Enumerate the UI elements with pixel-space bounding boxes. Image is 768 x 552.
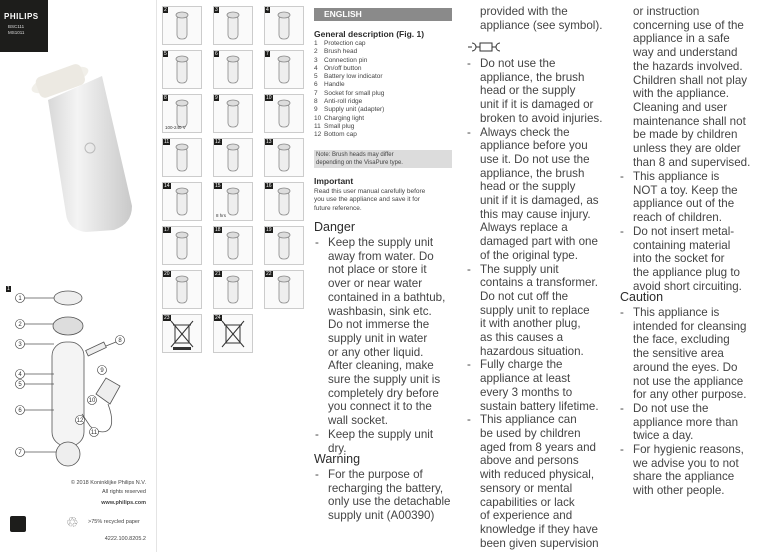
text-line: - Always check the	[480, 125, 570, 139]
part-label: Battery low indicator	[324, 73, 383, 81]
text-line: capabilities or lack	[480, 495, 575, 509]
text-line: with other people.	[633, 484, 725, 498]
cover-panel	[0, 0, 157, 552]
text-line: - Do not use the	[480, 57, 556, 70]
part-label: Handle	[324, 81, 345, 89]
text-line: After cleaning, make	[328, 359, 434, 373]
callout-3: 3	[18, 342, 22, 348]
figure-panel	[264, 50, 304, 89]
warning-list	[314, 468, 462, 523]
text-line: - For the purpose of	[328, 468, 423, 481]
text-line: or instruction	[633, 5, 700, 18]
brand-name: PHILIPS	[4, 12, 39, 21]
text-line: recharging the battery,	[328, 481, 444, 495]
bullet-item	[466, 126, 616, 263]
callout-11: 11	[90, 430, 98, 436]
text-line: Always replace a	[480, 221, 568, 235]
figure-number: 10	[266, 95, 272, 101]
general-description-title: General description (Fig. 1)	[314, 29, 425, 39]
text-line: avoid short circuiting.	[633, 279, 742, 293]
part-row	[314, 115, 384, 123]
col3-list	[466, 57, 616, 550]
part-label: Small plug	[324, 122, 355, 130]
text-line: head or the supply	[480, 180, 576, 194]
figure-grid	[156, 0, 311, 552]
text-line: this may cause injury.	[480, 207, 591, 221]
figure-label: 100-240 V	[165, 125, 186, 130]
text-line: - Do not insert metal-	[633, 224, 735, 238]
text-line: share the appliance	[633, 470, 735, 484]
text-line: every 3 months to	[480, 385, 573, 399]
text-line: intended for cleansing	[633, 319, 747, 333]
recycle-icon: ♲	[66, 514, 79, 530]
text-line: - Keep the supply unit	[328, 236, 434, 249]
text-line: appliance at least	[480, 372, 571, 386]
callout-6: 6	[18, 408, 22, 414]
text-line: appliance out of the	[633, 197, 735, 211]
text-line: been given supervision	[480, 536, 599, 550]
figure-number: 13	[266, 139, 272, 145]
danger-list	[314, 236, 462, 455]
text-line: appliance (see symbol).	[480, 18, 603, 32]
bullet-item	[314, 468, 462, 523]
figure-number: 14	[164, 183, 170, 189]
text-line: Cleaning and user	[633, 100, 728, 114]
figure-number: 5	[164, 51, 167, 57]
figure-number: 19	[266, 227, 272, 233]
text-line: the sensitive area	[633, 347, 724, 361]
col4-continuation	[633, 5, 750, 169]
figure-number: 12	[215, 139, 221, 145]
text-line: contained in a bathtub,	[328, 290, 446, 304]
callout-2: 2	[18, 322, 22, 328]
part-number: 11	[314, 122, 321, 130]
text-line: wall socket.	[328, 414, 388, 428]
part-row	[314, 98, 384, 106]
text-line: hazardous situation.	[480, 344, 584, 358]
figure-panel	[162, 138, 202, 177]
text-line: appliance in a safe	[633, 32, 730, 46]
bullet-item	[466, 57, 616, 126]
callout-12: 12	[76, 418, 84, 424]
model-line: BSC111	[8, 24, 25, 29]
model-number	[8, 24, 24, 36]
text-line: - Do not use the	[633, 401, 709, 415]
text-line: than 8 and supervised.	[633, 155, 751, 169]
text-line: maintenance shall not	[633, 114, 746, 128]
product-hero-image	[28, 38, 138, 238]
bullet-item	[466, 358, 616, 413]
text-line: for any other purpose.	[633, 388, 747, 402]
text-line: only use the detachable	[328, 495, 451, 509]
text-line: aged from 8 years and	[480, 440, 597, 454]
copyright: © 2018 Koninklijke Philips N.V.	[70, 480, 146, 486]
figure-panel	[213, 226, 253, 265]
callout-9: 9	[100, 368, 104, 374]
important-line: future reference.	[314, 204, 362, 212]
text-line: you connect it to the	[328, 400, 432, 414]
figure-panel	[213, 50, 253, 89]
part-row	[314, 81, 384, 89]
warning-title: Warning	[314, 452, 361, 466]
text-line: unit if it is damaged or	[480, 98, 594, 112]
text-line: unless they are older	[633, 142, 741, 156]
philips-shield-icon	[10, 516, 26, 532]
rights: All rights reserved	[101, 489, 146, 495]
text-line: provided with the	[480, 5, 568, 18]
text-line: the appliance plug to	[633, 265, 741, 279]
text-line: away from water. Do	[328, 249, 434, 263]
figure-number: 4	[266, 7, 269, 13]
text-line: Do not immerse the	[328, 318, 430, 332]
bullet-item	[619, 225, 767, 294]
callout-8: 8	[118, 338, 122, 344]
part-row	[314, 131, 384, 139]
figure-panel	[264, 226, 304, 265]
parts-list	[314, 40, 384, 140]
text-line: twice a day.	[633, 429, 694, 443]
important-text	[314, 188, 425, 213]
adapter-symbol-icon	[466, 41, 506, 53]
text-line: head or the supply	[480, 84, 576, 98]
figure-label: 8 hrs	[216, 213, 227, 218]
figure-panel	[264, 138, 304, 177]
text-line: knowledge if they have	[480, 522, 598, 536]
text-line: be made by children	[633, 128, 738, 142]
callout-1: 1	[18, 296, 22, 302]
part-number: 6	[314, 81, 318, 89]
figure-panel	[162, 314, 202, 353]
text-line: - The supply unit	[480, 262, 559, 276]
figure-number: 18	[215, 227, 221, 233]
callout-4: 4	[18, 372, 22, 378]
text-line: not place or store it	[328, 263, 427, 277]
figure-number: 23	[164, 315, 170, 321]
text-line: - This appliance can	[480, 413, 577, 427]
figure-panel	[264, 270, 304, 309]
part-label: Anti-roll ridge	[324, 98, 363, 106]
website: www.philips.com	[101, 500, 146, 506]
part-number: 12	[314, 131, 322, 139]
text-line: as this causes a	[480, 331, 564, 345]
figure-number: 22	[266, 271, 272, 277]
text-line: - Fully charge the	[480, 358, 563, 372]
figure-panel	[264, 182, 304, 221]
bullet-item	[466, 413, 616, 550]
text-line: or any other liquid.	[328, 345, 424, 359]
text-line: sustain battery lifetime.	[480, 399, 599, 413]
part-row	[314, 73, 384, 81]
figure-panel	[264, 94, 304, 133]
text-line: of the original type.	[480, 248, 578, 262]
text-line: Do not cut off the	[480, 289, 569, 303]
figure-number: 21	[215, 271, 221, 277]
part-number: 7	[314, 89, 318, 97]
part-row	[314, 40, 384, 48]
text-line: - This appliance is	[633, 306, 720, 319]
part-number: 2	[314, 48, 318, 56]
part-number: 9	[314, 106, 318, 114]
important-title: Important	[314, 176, 354, 186]
text-line: the hazards involved.	[633, 59, 743, 73]
text-line: NOT a toy. Keep the	[633, 183, 738, 197]
bullet-item	[619, 170, 767, 225]
callout-10: 10	[88, 398, 96, 404]
important-line: Read this user manual carefully before	[314, 188, 426, 195]
text-line: above and persons	[480, 454, 579, 468]
figure-number: 2	[164, 7, 167, 13]
text-line: containing material	[633, 238, 731, 252]
text-line: - Keep the supply unit	[328, 427, 434, 441]
part-number: 4	[314, 64, 318, 72]
figure-number: 20	[164, 271, 170, 277]
bullet-item	[619, 443, 767, 498]
text-line: supply unit to replace	[480, 303, 590, 317]
part-number: 8	[314, 98, 318, 106]
text-line: Children shall not play	[633, 73, 748, 87]
part-label: Supply unit (adapter)	[324, 106, 385, 114]
col4-list	[619, 170, 767, 293]
figure-panel	[162, 182, 202, 221]
bullet-item	[619, 402, 767, 443]
figure-number: 8	[164, 95, 167, 101]
figure-panel	[162, 94, 202, 133]
figure-number: 6	[215, 51, 218, 57]
danger-title: Danger	[314, 220, 355, 234]
part-label: Protection cap	[324, 40, 366, 47]
text-line: we advise you to not	[633, 456, 739, 470]
part-row	[314, 65, 384, 73]
bullet-item	[314, 236, 462, 428]
important-line: you use the appliance and save it for	[314, 196, 420, 204]
figure-number: 3	[215, 7, 218, 13]
text-line: appliance more than	[633, 415, 739, 429]
figure-number: 24	[215, 315, 221, 321]
part-row	[314, 90, 384, 98]
part-label: Socket for small plug	[324, 89, 385, 97]
text-line: washbasin, sink etc.	[328, 304, 432, 318]
language-banner: ENGLISH	[314, 8, 452, 21]
text-line: appliance, the brush	[480, 166, 585, 180]
bullet-item	[619, 306, 767, 402]
caution-list	[619, 306, 767, 498]
text-line: around the eyes. Do	[633, 360, 738, 374]
text-line: - This appliance is	[633, 170, 720, 183]
text-line: appliance, the brush	[480, 70, 585, 84]
figure-panel	[213, 6, 253, 45]
callout-5: 5	[18, 382, 22, 388]
figure-number: 11	[164, 139, 170, 145]
figure-panel	[213, 314, 253, 353]
text-line: appliance before you	[480, 139, 588, 153]
caution-title: Caution	[620, 290, 664, 304]
figure-panel	[162, 270, 202, 309]
text-line: be used by children	[480, 426, 581, 440]
part-label: Charging light	[324, 114, 365, 122]
figure-panel	[264, 6, 304, 45]
figure-panel	[162, 226, 202, 265]
text-line: sensory or mental	[480, 481, 573, 495]
text-line: reach of children.	[633, 211, 722, 225]
part-label: On/off button	[324, 64, 362, 72]
text-line: the face, excluding	[633, 333, 730, 347]
part-row	[314, 123, 384, 131]
text-line: concerning use of the	[633, 18, 744, 32]
note-line: depending on the VisaPure type.	[316, 160, 403, 166]
text-line: - For hygienic reasons,	[633, 443, 744, 457]
text-line: it with another plug,	[480, 317, 581, 331]
part-label: Bottom cap	[324, 131, 357, 139]
part-label: Brush head	[324, 48, 358, 56]
text-line: way and understand	[633, 46, 738, 60]
figure-number: 17	[164, 227, 170, 233]
text-line: with reduced physical,	[480, 468, 595, 482]
figure-panel	[213, 182, 253, 221]
part-label: Connection pin	[324, 56, 368, 64]
document-number: 4222.100.8205.2	[104, 536, 146, 542]
figure-number: 9	[215, 95, 218, 101]
part-row	[314, 106, 384, 114]
model-line: MS1011	[8, 30, 25, 35]
callout-panel-number: 1	[7, 286, 10, 292]
recycled-paper: >75% recycled paper	[88, 519, 140, 525]
text-line: over or near water	[328, 277, 423, 291]
figure-panel	[213, 138, 253, 177]
text-line: dry.	[328, 441, 347, 455]
text-line: broken to avoid injuries.	[480, 111, 603, 125]
text-line: with the appliance.	[633, 87, 730, 101]
text-line: completely dry before	[328, 386, 439, 400]
text-line: contains a transformer.	[480, 276, 598, 290]
part-number: 3	[314, 56, 318, 64]
brush-note	[314, 150, 452, 168]
part-number: 1	[314, 40, 318, 47]
text-line: unit if it is damaged, as	[480, 194, 599, 208]
text-line: not use the appliance	[633, 374, 744, 388]
text-line: use it. Do not use the	[480, 152, 590, 166]
parts-callout-diagram	[10, 286, 150, 476]
note-line: Note: Brush heads may differ	[316, 152, 394, 158]
figure-number: 7	[266, 51, 269, 57]
col3-continuation	[480, 5, 602, 32]
copyright-block	[71, 480, 146, 495]
callout-7: 7	[18, 450, 22, 456]
part-row	[314, 48, 384, 56]
text-line: damaged part with one	[480, 235, 598, 249]
figure-panel	[162, 6, 202, 45]
text-line: into the socket for	[633, 252, 725, 266]
part-number: 5	[314, 73, 318, 81]
part-number: 10	[314, 114, 322, 122]
figure-panel	[213, 94, 253, 133]
figure-number: 15	[215, 183, 221, 189]
text-line: sure the supply unit is	[328, 373, 441, 387]
text-line: supply unit in water	[328, 331, 428, 345]
bullet-item	[466, 263, 616, 359]
figure-panel	[213, 270, 253, 309]
text-line: of experience and	[480, 509, 573, 523]
part-row	[314, 57, 384, 65]
text-line: supply unit (A00390)	[328, 509, 435, 523]
figure-number: 16	[266, 183, 272, 189]
figure-panel	[162, 50, 202, 89]
